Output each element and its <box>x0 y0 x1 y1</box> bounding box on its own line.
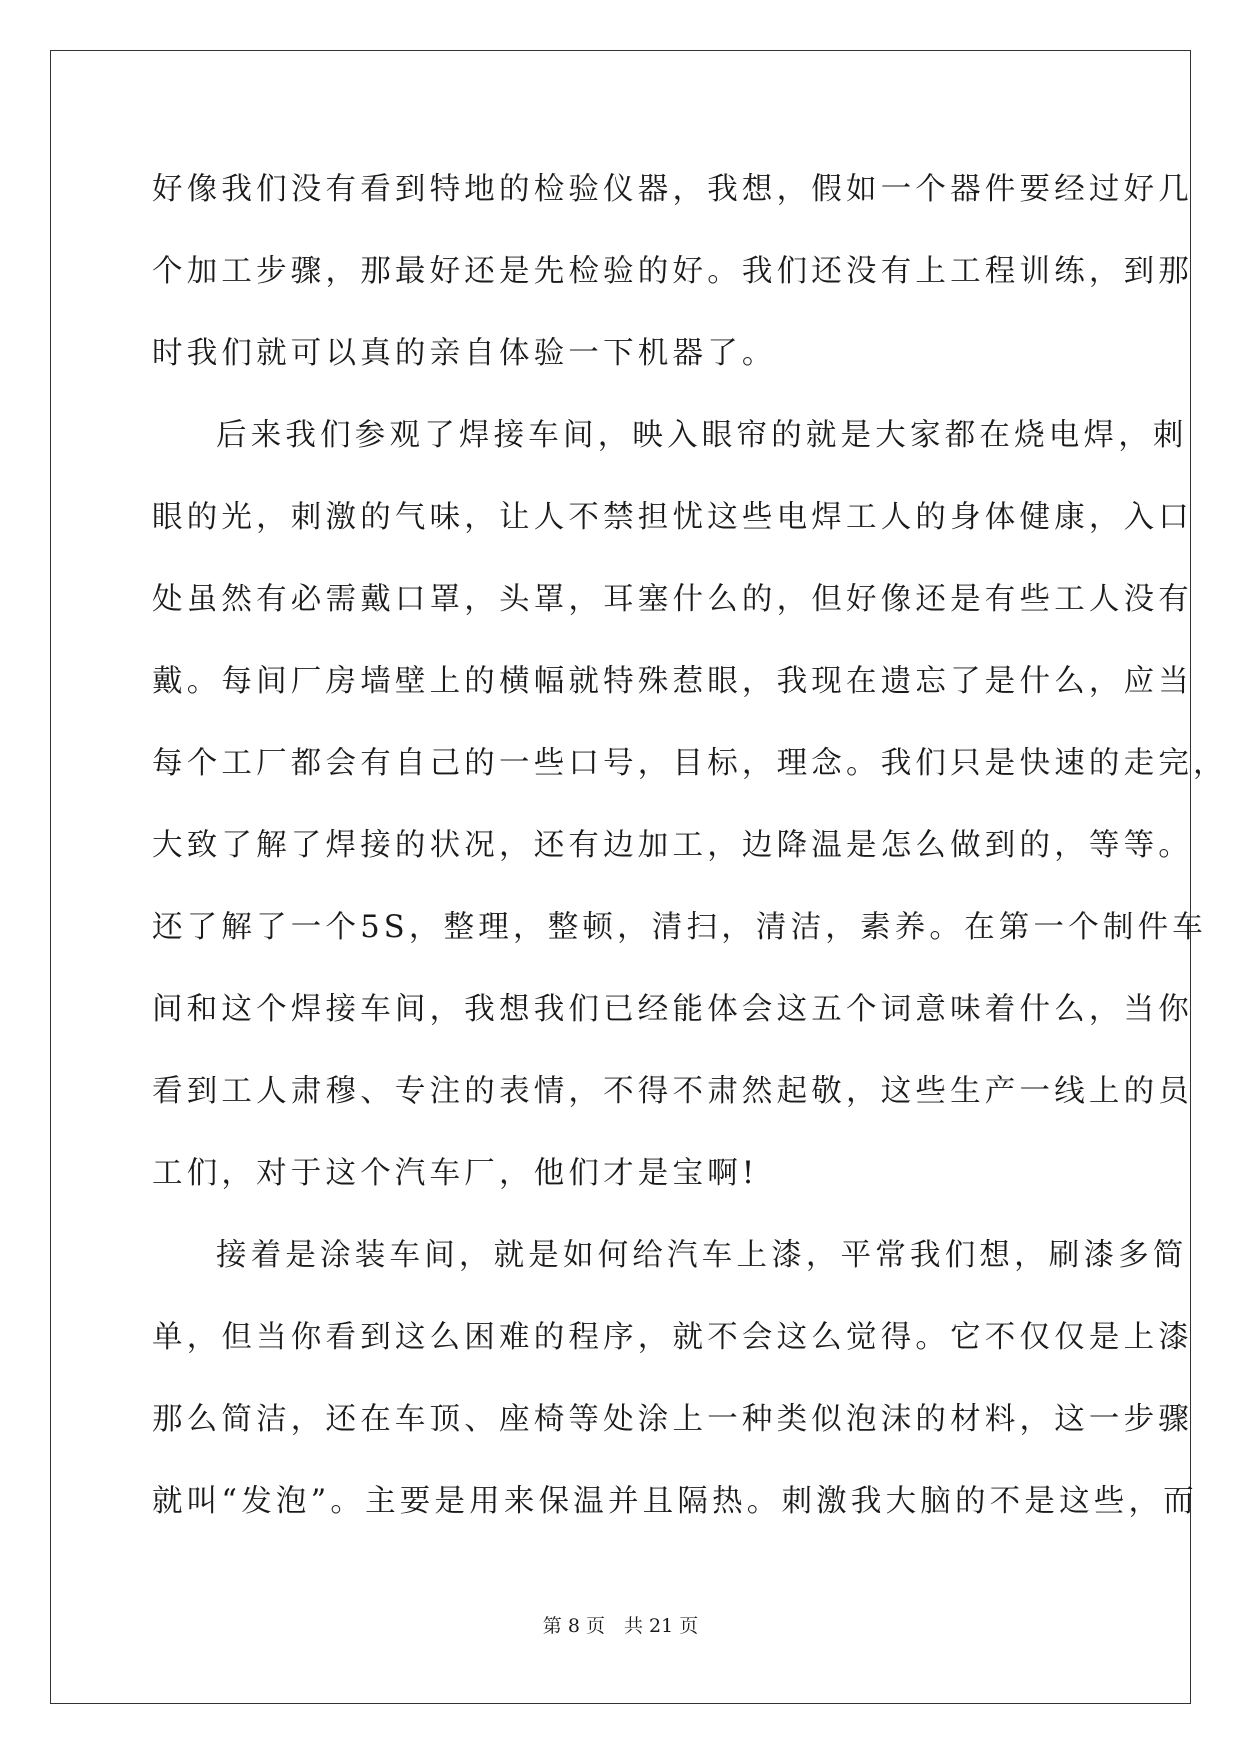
text-line: 时我们就可以真的亲自体验一下机器了。 <box>152 336 777 371</box>
text-line: 处虽然有必需戴口罩，头罩，耳塞什么的，但好像还是有些工人没有 <box>152 582 1193 617</box>
paragraph-start-line: 接着是涂装车间，就是如何给汽车上漆，平常我们想，刷漆多简 <box>216 1238 1188 1273</box>
text-line: 大致了解了焊接的状况，还有边加工，边降温是怎么做到的，等等。 <box>152 828 1193 863</box>
text-line: 眼的光，刺激的气味，让人不禁担忧这些电焊工人的身体健康，入口 <box>152 500 1193 535</box>
text-line: 就叫“发泡”。主要是用来保温并且隔热。刺激我大脑的不是这些，而 <box>152 1484 1198 1519</box>
text-line: 那么简洁，还在车顶、座椅等处涂上一种类似泡沫的材料，这一步骤 <box>152 1402 1193 1437</box>
text-line: 工们，对于这个汽车厂，他们才是宝啊! <box>152 1156 759 1191</box>
page-number-footer: 第 8 页 共 21 页 <box>542 1615 699 1637</box>
text-line: 间和这个焊接车间，我想我们已经能体会这五个词意味着什么，当你 <box>152 992 1193 1027</box>
text-line: 个加工步骤，那最好还是先检验的好。我们还没有上工程训练，到那 <box>152 254 1193 289</box>
text-line: 每个工厂都会有自己的一些口号，目标，理念。我们只是快速的走完， <box>152 746 1228 781</box>
text-line: 戴。每间厂房墙壁上的横幅就特殊惹眼，我现在遗忘了是什么，应当 <box>152 664 1193 699</box>
paragraph-start-line: 后来我们参观了焊接车间，映入眼帘的就是大家都在烧电焊，刺 <box>216 418 1188 453</box>
text-line: 还了解了一个5S，整理，整顿，清扫，清洁，素养。在第一个制件车 <box>152 910 1207 945</box>
text-line: 好像我们没有看到特地的检验仪器，我想，假如一个器件要经过好几 <box>152 172 1193 207</box>
document-body <box>152 160 1228 1554</box>
text-line: 看到工人肃穆、专注的表情，不得不肃然起敬，这些生产一线上的员 <box>152 1074 1193 1109</box>
text-line: 单，但当你看到这么困难的程序，就不会这么觉得。它不仅仅是上漆 <box>152 1320 1193 1355</box>
